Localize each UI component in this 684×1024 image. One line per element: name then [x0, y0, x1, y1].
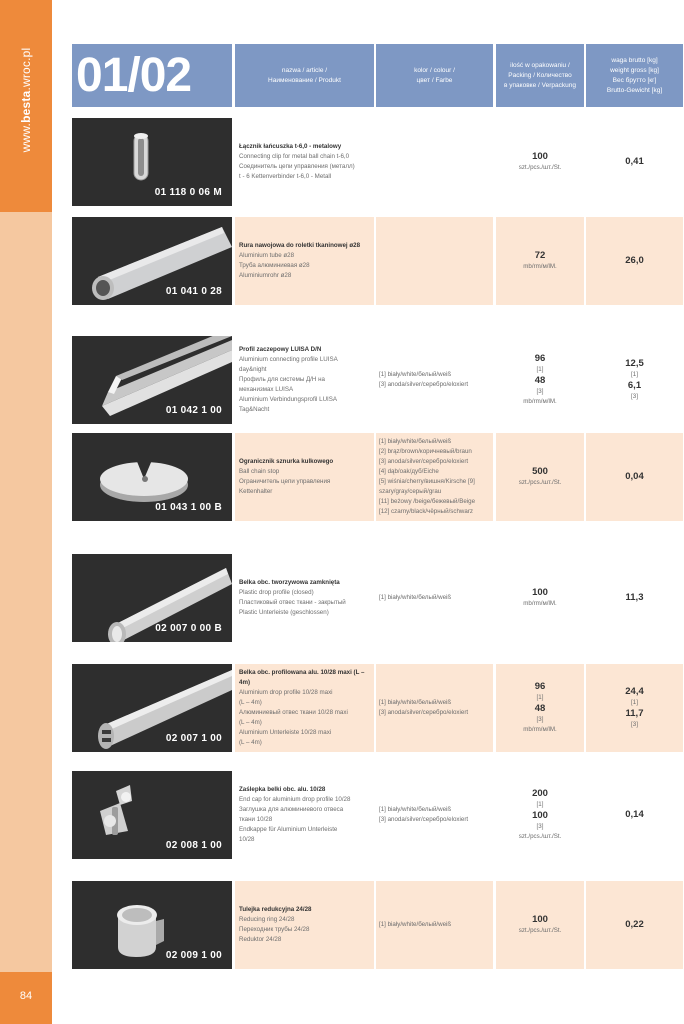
qty-value: 100: [532, 587, 548, 598]
product-qty-cell: [496, 217, 584, 305]
qty-label: [3]: [536, 823, 544, 830]
header-line: waga brutto [kg]: [611, 56, 658, 64]
weight-value: 0,04: [625, 471, 644, 482]
sidebar: [0, 0, 52, 1024]
qty-value: 100: [532, 151, 548, 162]
table-row: [72, 771, 684, 859]
product-image: [72, 118, 232, 206]
table-row: [72, 336, 684, 424]
qty-value: 200: [532, 788, 548, 799]
product-title: Zaślepka belki obc. alu. 10/28: [239, 786, 326, 793]
product-weight-cell: [586, 771, 683, 859]
product-image: [72, 554, 232, 642]
product-description-line: End cap for aluminium drop profile 10/28: [239, 796, 351, 803]
table-row: [72, 881, 684, 969]
qty-value: 100: [532, 810, 548, 821]
weight-label: [1]: [631, 699, 638, 706]
product-description-line: Aluminium drop profile 10/28 maxi: [239, 689, 333, 696]
qty-value: 500: [532, 466, 548, 477]
qty-label: mb/rm/м/lM.: [523, 263, 557, 270]
product-image: [72, 217, 232, 305]
header-qty-cell: [496, 44, 584, 107]
header-code-cell: [72, 44, 232, 107]
product-image: [72, 664, 232, 752]
product-weight-cell: [586, 118, 683, 206]
product-colour-cell: [376, 217, 493, 305]
header-colour-text: [414, 66, 455, 86]
colour-option: [12] czarny/black/чёрный/schwarz: [379, 508, 473, 515]
product-description-line: Ограничитель цепи управления: [239, 478, 331, 485]
product-description-line: Endkappe für Aluminium Unterleiste: [239, 826, 338, 833]
colour-option: [1] biały/white/белый/weiß: [379, 921, 452, 928]
header-weight-cell: [586, 44, 683, 107]
header-line: в упаковке / Verpackung: [504, 81, 576, 89]
product-qty-cell: [496, 881, 584, 969]
product-colour-cell: [376, 554, 493, 642]
colour-option: [3] anoda/silver/серебро/eloxiert: [379, 816, 469, 823]
section-code: 01/02: [76, 48, 192, 102]
header-line: nazwa / article /: [281, 66, 328, 74]
url-suffix: .wroc.pl: [19, 47, 33, 91]
product-colour-cell: [376, 771, 493, 859]
weight-value: 6,1: [627, 380, 642, 391]
colour-option: [11] beżowy /beige/бежевый/Beige: [379, 498, 476, 505]
qty-label: [1]: [536, 694, 544, 701]
product-title: Belka obc. tworzywowa zamknięta: [239, 579, 340, 586]
product-image: [72, 771, 232, 859]
table-row: [72, 433, 684, 521]
product-title: Łącznik łańcuszka t-6,0 - metalowy: [239, 143, 342, 150]
header-weight-text: [607, 56, 662, 96]
header-line: Brutto-Gewicht [kg]: [606, 86, 663, 94]
header-line: Вес брутто [кг]: [612, 76, 657, 84]
product-description-line: Connecting clip for metal ball chain t-6,0: [239, 153, 350, 160]
header-colour-cell: [376, 44, 493, 107]
product-title: Belka obc. profilowana alu. 10/28 maxi (L – 4m): [239, 669, 365, 686]
product-name-cell: [235, 664, 374, 752]
product-name-cell: [235, 118, 374, 206]
product-image: [72, 433, 232, 521]
qty-label: [1]: [536, 366, 544, 373]
page-number: 84: [19, 990, 33, 1002]
product-description-line: Пластиковый отвес ткани - закрытый: [239, 599, 346, 606]
product-description-line: Ball chain stop: [239, 468, 280, 475]
product-name-cell: [235, 554, 374, 642]
product-description-line: (L – 4m): [239, 739, 262, 746]
product-weight-cell: [586, 881, 683, 969]
product-description-line: (L – 4m): [239, 699, 262, 706]
product-description-line: 10/28: [239, 836, 255, 843]
header-line: ilość w opakowaniu /: [510, 61, 570, 69]
product-description-line: Aluminium tube ø28: [239, 252, 295, 259]
header-line: kolor / colour /: [414, 66, 455, 74]
product-qty-cell: [496, 664, 584, 752]
qty-label: szt./pcs./шт./St.: [518, 479, 562, 486]
colour-option: [2] brąz/brown/коричневый/braun: [379, 448, 472, 455]
product-description-line: Алюминиевый отвес ткани 10/28 maxi: [239, 709, 348, 716]
weight-value: 26,0: [625, 255, 644, 266]
qty-value: 48: [534, 375, 546, 386]
product-description-line: Переходник трубы 24/28: [239, 926, 310, 933]
product-description-line: Профиль для системы Д/Н на: [239, 376, 325, 383]
product-title: Ogranicznik sznurka kulkowego: [239, 458, 334, 465]
qty-value: 72: [534, 250, 546, 261]
product-name-cell: [235, 433, 374, 521]
qty-label: [3]: [536, 716, 544, 723]
product-description-line: Заглушка для алюминиевого отвеса: [239, 806, 344, 813]
weight-label: [1]: [631, 371, 638, 378]
product-description-line: ткани 10/28: [239, 816, 273, 823]
colour-option: [1] biały/white/белый/weiß: [379, 371, 452, 378]
product-name-cell: [235, 336, 374, 424]
product-description-line: Kettenhalter: [239, 488, 273, 495]
table-row: [72, 664, 684, 752]
product-weight-cell: [586, 664, 683, 752]
header-line: цвет / Farbe: [416, 76, 453, 84]
product-description-line: Aluminium connecting profile LUISA: [239, 356, 338, 363]
product-qty-cell: [496, 554, 584, 642]
weight-value: 0,41: [625, 156, 644, 167]
url-brand: besta: [19, 90, 33, 123]
product-description-line: t - 6 Kettenverbinder t-6,0 - Metall: [239, 173, 332, 180]
header-qty-text: [504, 61, 576, 91]
qty-label: mb/rm/м/lM.: [523, 398, 557, 405]
product-description-line: Труба алюминиевая ø28: [239, 262, 310, 269]
product-code: 01 042 1 00: [165, 405, 222, 416]
colour-option: [1] biały/white/белый/weiß: [379, 594, 452, 601]
colour-option: [1] biały/white/белый/weiß: [379, 806, 452, 813]
product-description-line: Reducing ring 24/28: [239, 916, 295, 923]
header-name-cell: [235, 44, 374, 107]
product-qty-cell: [496, 433, 584, 521]
product-image: [72, 336, 232, 424]
table-row: [72, 554, 684, 642]
qty-label: szt./pcs./шт./St.: [518, 833, 562, 840]
product-description-line: Aluminium Unterleiste 10/28 maxi: [239, 729, 332, 736]
product-code: 02 007 1 00: [165, 733, 222, 744]
product-title: Profil zaczepowy LUISA D/N: [239, 346, 322, 353]
table-row: [72, 118, 684, 206]
qty-value: 48: [534, 703, 546, 714]
colour-option: [1] biały/white/белый/weiß: [379, 699, 452, 706]
weight-label: [3]: [631, 393, 638, 400]
weight-value: 12,5: [625, 358, 644, 369]
product-colour-cell: [376, 433, 493, 521]
qty-value: 96: [534, 681, 546, 692]
product-description-line: Соединитель цепи управления (металл): [239, 163, 355, 170]
product-code: 02 007 0 00 B: [155, 623, 222, 634]
product-name-cell: [235, 881, 374, 969]
website-url[interactable]: [19, 48, 33, 153]
product-title: Tulejka redukcyjna 24/28: [239, 906, 312, 913]
colour-option: szary/gray/серый/grau: [379, 488, 442, 495]
header-line: Packing / Количество: [508, 71, 572, 79]
qty-label: szt./pcs./шт./St.: [518, 927, 562, 934]
header-name-text: [268, 66, 341, 86]
qty-value: 96: [534, 353, 546, 364]
product-description-line: Tag&Nacht: [239, 406, 270, 413]
product-description-line: (L – 4m): [239, 719, 262, 726]
header-line: weight gross [kg]: [610, 66, 659, 74]
product-description-line: Reduktor 24/28: [239, 936, 282, 943]
url-prefix: www.: [19, 122, 33, 153]
product-description-line: Aluminium Verbindungsprofil LUISA: [239, 396, 338, 403]
product-weight-cell: [586, 433, 683, 521]
product-colour-cell: [376, 881, 493, 969]
product-description-line: day&night: [239, 366, 267, 373]
product-qty-cell: [496, 118, 584, 206]
header-line: Наименование / Produkt: [268, 76, 341, 84]
colour-option: [3] anoda/silver/серебро/eloxiert: [379, 381, 469, 388]
weight-value: 0,22: [625, 919, 644, 930]
product-qty-cell: [496, 771, 584, 859]
weight-value: 0,14: [625, 809, 644, 820]
colour-option: [3] anoda/silver/серебро/eloxiert: [379, 709, 469, 716]
qty-label: szt./pcs./шт./St.: [518, 164, 562, 171]
qty-label: mb/rm/м/lM.: [523, 600, 557, 607]
product-title: Rura nawojowa do roletki tkaninowej ø28: [239, 242, 361, 249]
product-colour-cell: [376, 336, 493, 424]
product-description-line: Aluminiumrohr ø28: [239, 272, 292, 279]
colour-option: [1] biały/white/белый/weiß: [379, 438, 452, 445]
product-code: 02 008 1 00: [165, 840, 222, 851]
weight-value: 11,3: [625, 592, 644, 603]
qty-label: [1]: [536, 801, 544, 808]
product-code: 01 118 0 06 M: [154, 187, 222, 198]
product-weight-cell: [586, 336, 683, 424]
product-qty-cell: [496, 336, 584, 424]
product-colour-cell: [376, 664, 493, 752]
product-description-line: Plastic drop profile (closed): [239, 589, 314, 596]
product-colour-cell: [376, 118, 493, 206]
product-description-line: механизмах LUISA: [239, 386, 294, 393]
colour-option: [5] wiśnia/cherry/вишня/Kirsche [9]: [379, 478, 475, 485]
product-name-cell: [235, 771, 374, 859]
product-code: 02 009 1 00: [165, 950, 222, 961]
product-weight-cell: [586, 217, 683, 305]
product-weight-cell: [586, 554, 683, 642]
weight-value: 24,4: [625, 686, 644, 697]
colour-option: [3] anoda/silver/серебро/eloxiert: [379, 458, 469, 465]
qty-value: 100: [532, 914, 548, 925]
product-name-cell: [235, 217, 374, 305]
colour-option: [4] dąb/oak/дуб/Eiche: [379, 468, 439, 475]
table-row: [72, 217, 684, 305]
product-code: 01 043 1 00 B: [155, 502, 222, 513]
product-description-line: Plastic Unterleiste (geschlossen): [239, 609, 329, 616]
weight-label: [3]: [631, 721, 638, 728]
qty-label: mb/rm/м/lM.: [523, 726, 557, 733]
qty-label: [3]: [536, 388, 544, 395]
product-image: [72, 881, 232, 969]
weight-value: 11,7: [625, 708, 644, 719]
product-code: 01 041 0 28: [165, 286, 222, 297]
